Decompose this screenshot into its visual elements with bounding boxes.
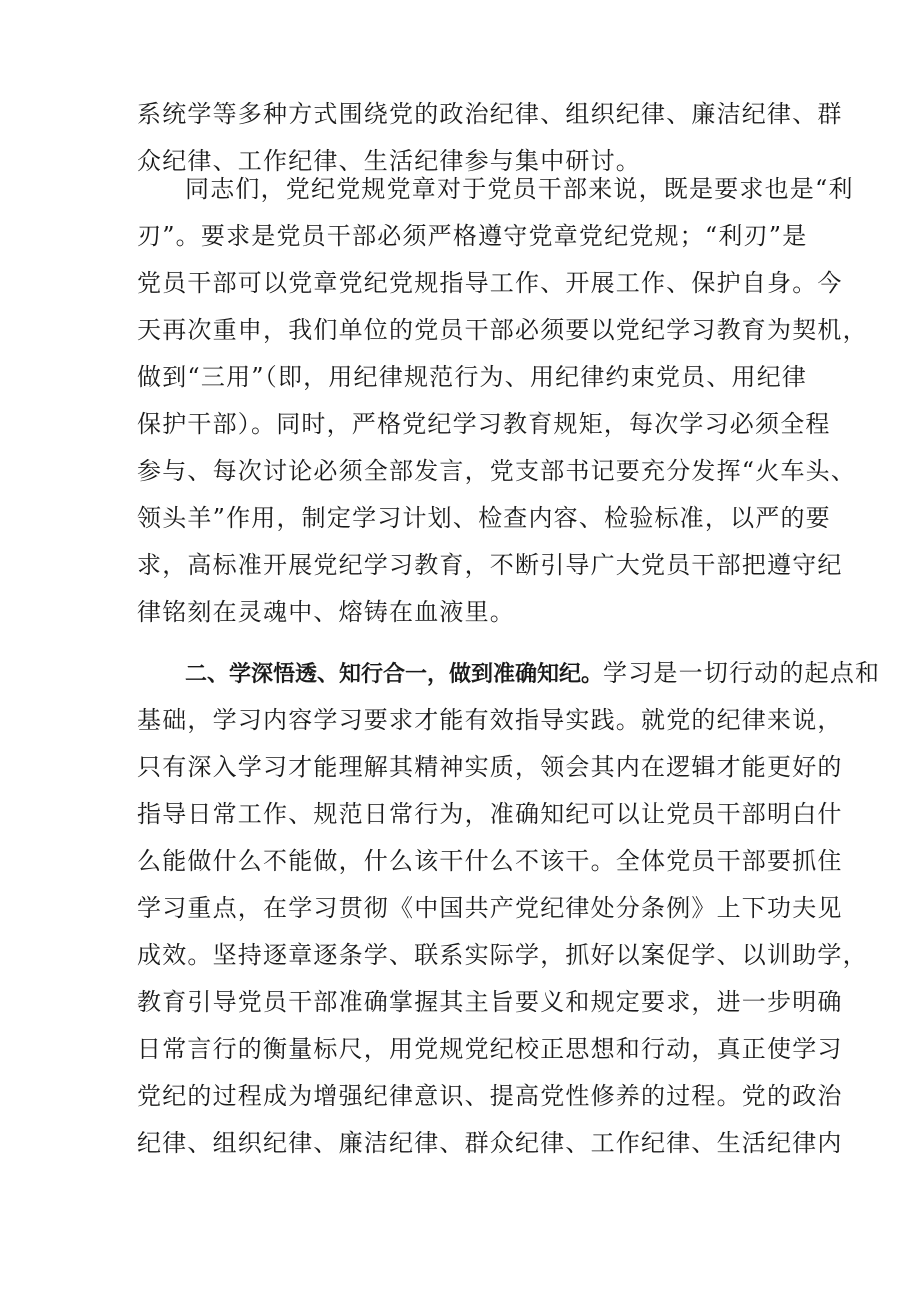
- text-line: 纪律、组织纪律、廉洁纪律、群众纪律、工作纪律、生活纪律内: [137, 1129, 843, 1157]
- text-line: 律铭刻在灵魂中、熔铸在血液里。: [137, 598, 515, 626]
- text-line: 教育引导党员干部准确掌握其主旨要义和规定要求，进一步明确: [137, 988, 843, 1016]
- text-line: 同志们，党纪党规党章对于党员干部来说，既是要求也是“利: [185, 175, 854, 203]
- heading-line-rest: 学习是一切行动的起点和: [603, 659, 881, 687]
- text-line: [137, 650, 881, 697]
- text-line: 系统学等多种方式围绕党的政治纪律、组织纪律、廉洁纪律、群: [137, 100, 843, 128]
- text-line: 做到“三用”（即，用纪律规范行为、用纪律约束党员、用纪律: [137, 363, 808, 391]
- text-line: 只有深入学习才能理解其精神实质，领会其内在逻辑才能更好的: [137, 753, 843, 781]
- text-line: 成效。坚持逐章逐条学、联系实际学，抓好以案促学、以训助学，: [137, 941, 868, 969]
- paragraph-3: [137, 650, 881, 1167]
- text-line: 么能做什么不能做，什么该干什么不该干。全体党员干部要抓住: [137, 847, 843, 875]
- text-line: 众纪律、工作纪律、生活纪律参与集中研讨。: [137, 147, 641, 175]
- text-line: 参与、每次讨论必须全部发言，党支部书记要充分发挥“火车头、: [137, 457, 857, 485]
- text-line: 基础，学习内容学习要求才能有效指导实践。就党的纪律来说，: [137, 706, 843, 734]
- text-line: 党纪的过程成为增强纪律意识、提高党性修养的过程。党的政治: [137, 1082, 843, 1110]
- text-line: 党员干部可以党章党纪党规指导工作、开展工作、保护自身。今: [137, 269, 843, 297]
- text-line: 日常言行的衡量标尺，用党规党纪校正思想和行动，真正使学习: [137, 1035, 843, 1063]
- text-line: 求，高标准开展党纪学习教育，不断引导广大党员干部把遵守纪: [137, 551, 843, 579]
- text-line: 天再次重申，我们单位的党员干部必须要以党纪学习教育为契机，: [137, 316, 868, 344]
- text-line: 指导日常工作、规范日常行为，准确知纪可以让党员干部明白什: [137, 800, 843, 828]
- text-line: 领头羊”作用，制定学习计划、检查内容、检验标准，以严的要: [137, 504, 831, 532]
- section-heading: 二、学深悟透、知行合一，做到准确知纪。: [185, 662, 604, 687]
- text-line: 刃”。要求是党员干部必须严格遵守党章党纪党规；“利刃”是: [137, 222, 808, 250]
- text-line: 保护干部）。同时，严格党纪学习教育规矩，每次学习必须全程: [137, 410, 831, 438]
- paragraph-2: [137, 166, 868, 636]
- text-line: 学习重点，在学习贯彻《中国共产党纪律处分条例》上下功夫见: [137, 894, 843, 922]
